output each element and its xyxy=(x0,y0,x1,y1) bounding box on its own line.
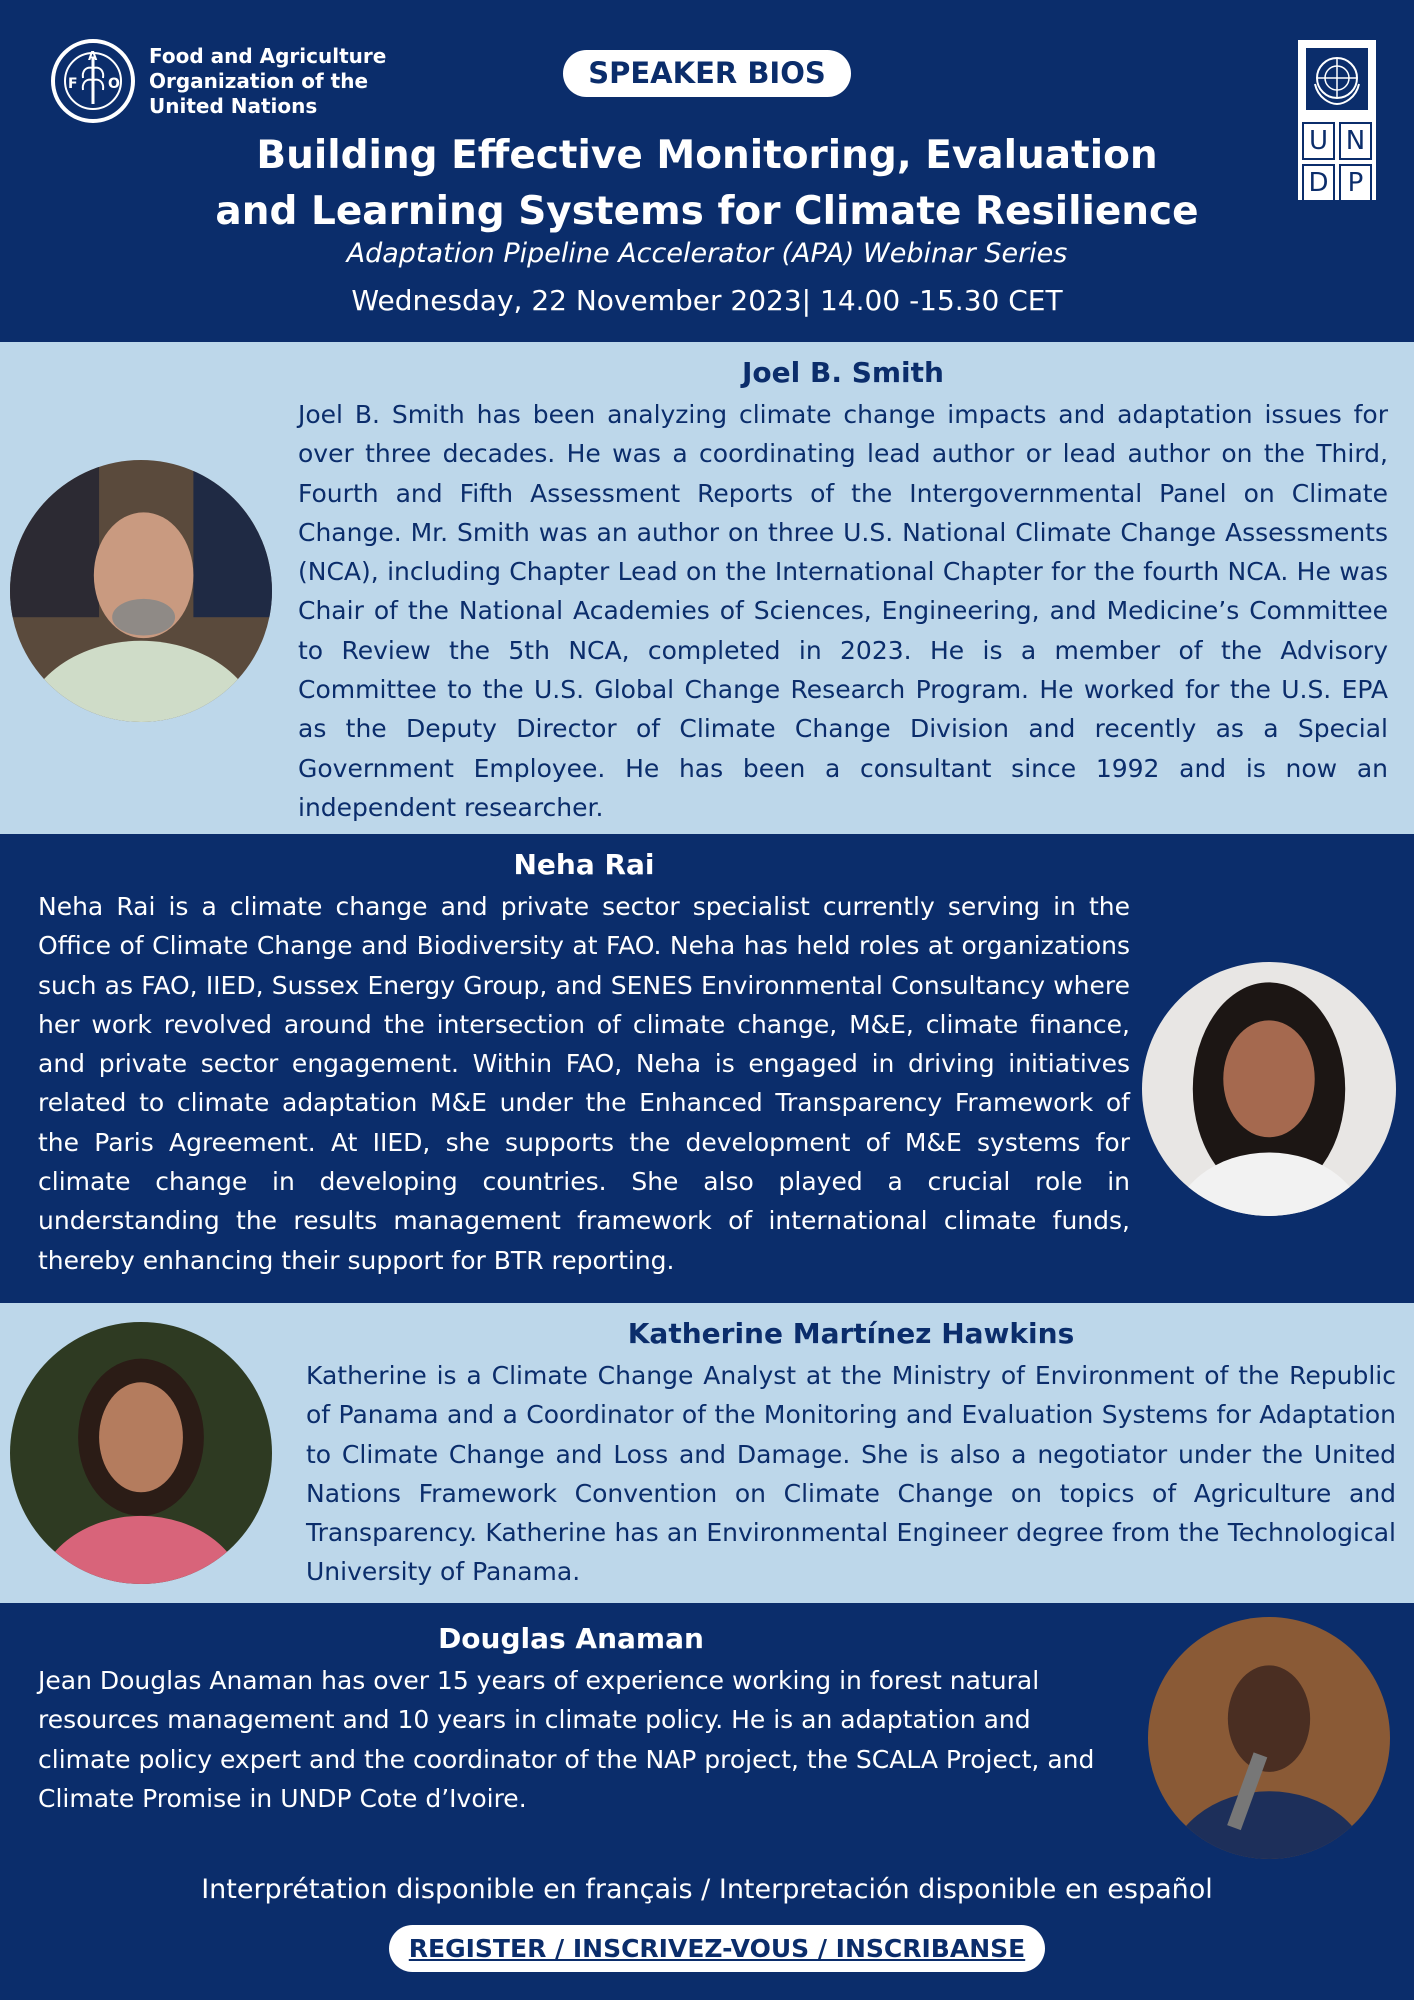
svg-text:A: A xyxy=(88,49,98,63)
un-emblem-icon xyxy=(1306,48,1368,110)
undp-letter: P xyxy=(1339,164,1372,202)
person-photo-icon xyxy=(10,1322,272,1584)
speaker-photo-neha-rai xyxy=(1142,962,1396,1216)
svg-text:O: O xyxy=(108,76,120,92)
person-photo-icon xyxy=(1148,1617,1390,1859)
speaker-photo-douglas-anaman xyxy=(1148,1617,1390,1859)
undp-letter: D xyxy=(1302,164,1335,202)
speaker-name: Neha Rai xyxy=(513,848,655,881)
fao-organization-name: Food and Agriculture Organization of the United Nations xyxy=(149,44,387,118)
speaker-section-katherine-martinez-hawkins xyxy=(0,1303,1414,1603)
undp-logo xyxy=(1298,40,1376,200)
undp-letter: U xyxy=(1302,122,1335,160)
speaker-section-joel-smith xyxy=(0,342,1414,834)
person-photo-icon xyxy=(1142,962,1396,1216)
title-line-1: Building Effective Monitoring, Evaluation xyxy=(256,133,1158,178)
person-photo-icon xyxy=(10,460,272,722)
event-title xyxy=(200,128,1214,240)
fao-logo-icon xyxy=(50,38,136,124)
speaker-bio: Neha Rai is a climate change and private sector specialist currently serving in the Office of Climate Change and Biodiversity at FAO. Neha has held roles at organizations such as FAO, IIED, Sussex Energy Group, and SENES Environmental Consultancy where her work revolved around the intersection of climate change, M&E, climate finance, and private sector engagement. Within FAO, Neha is engaged in driving initiatives related to climate adaptation M&E under the Enhanced Transparency Framework of the Paris Agreement. At IIED, she supports the development of M&E systems for climate change in developing countries. She also played a crucial role in understanding the results management framework of international climate funds, thereby enhancing their support for BTR reporting. xyxy=(38,892,1130,1275)
speaker-bio: Katherine is a Climate Change Analyst at the Ministry of Environment of the Republic of Panama and a Coordinator of the Monitoring and Evaluation Systems for Adaptation to Climate Change and Loss and Damage. She is also a negotiator under the United Nations Framework Convention on Climate Change on topics of Agriculture and Transparency. Katherine has an Environmental Engineer degree from the Technological University of Panama. xyxy=(306,1361,1396,1587)
speaker-photo-joel-smith xyxy=(10,460,272,722)
speaker-name: Joel B. Smith xyxy=(742,356,944,389)
speaker-photo-katherine-martinez-hawkins xyxy=(10,1322,272,1584)
speaker-bio: Joel B. Smith has been analyzing climate change impacts and adaptation issues for over three decades. He was a coordinating lead author or lead author on the Third, Fourth and Fifth Assessment Reports of the Intergovernmental Panel on Climate Change. Mr. Smith was an author on three U.S. National Climate Change Assessments (NCA), including Chapter Lead on the International Chapter for the fourth NCA. He was Chair of the National Academies of Sciences, Engineering, and Medicine’s Committee to Review the 5th NCA, completed in 2023. He is a member of the Advisory Committee to the U.S. Global Change Research Program. He worked for the U.S. EPA as the Deputy Director of Climate Change Division and recently as a Special Government Employee. He has been a consultant since 1992 and is now an independent researcher. xyxy=(298,400,1388,822)
event-date: Wednesday, 22 November 2023| 14.00 -15.30 CET xyxy=(351,284,1063,317)
event-subtitle: Adaptation Pipeline Accelerator (APA) Webinar Series xyxy=(346,238,1068,269)
interpretation-notice: Interprétation disponible en français / Interpretación disponible en español xyxy=(201,1874,1213,1905)
speaker-bio: Jean Douglas Anaman has over 15 years of experience working in forest natural resources management and 10 years in climate policy. He is an adaptation and climate policy expert and the coordinator of the NAP project, the SCALA Project, and Climate Promise in UNDP Cote d’Ivoire. xyxy=(38,1666,1095,1813)
undp-letter-grid xyxy=(1302,122,1372,202)
svg-text:F: F xyxy=(68,76,78,92)
speaker-section-neha-rai xyxy=(0,834,1414,1303)
register-link[interactable]: REGISTER / INSCRIVEZ-VOUS / INSCRIBANSE xyxy=(389,1925,1045,1972)
speaker-bios-badge: SPEAKER BIOS xyxy=(563,50,851,97)
speaker-name: Douglas Anaman xyxy=(438,1622,704,1655)
undp-letter: N xyxy=(1339,122,1372,160)
speaker-name: Katherine Martínez Hawkins xyxy=(627,1317,1075,1350)
header xyxy=(0,0,1414,342)
title-line-2: and Learning Systems for Climate Resilience xyxy=(215,189,1199,234)
